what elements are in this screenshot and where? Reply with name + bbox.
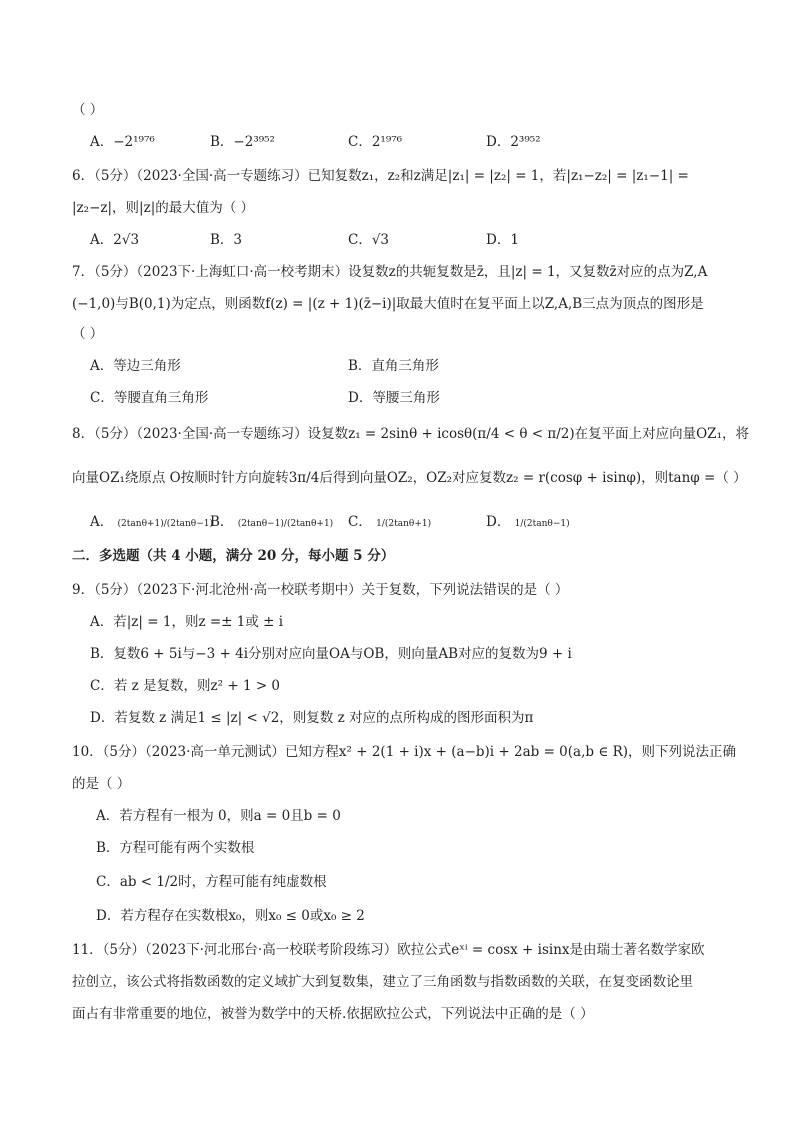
q9-option-b: B．复数6 + 5i与−3 + 4i分别对应向量OA与OB，则向量AB对应的复数为9 + i (90, 646, 572, 662)
q10-stem-line2: 的是（ ） (72, 776, 131, 792)
q6-option-c: C．√3 (348, 232, 390, 248)
q7-stem-line1: 7．（5分）（2023下·上海虹口·高一校考期末）设复数z的共轭复数是z̄，且|z| = 1，又复数z̄对应的点为Z,A (72, 264, 708, 280)
q8-option-a: A． (2tanθ+1)/(2tanθ−1) (90, 514, 214, 530)
q8-stem-line2: 向量OZ₁绕原点 O按顺时针方向旋转3π/4后得到向量OZ₂，OZ₂对应复数z₂ = r(cosφ + isinφ)，则tanφ =（ ） (72, 470, 747, 486)
q5-option-d: D．2³⁹⁵² (486, 134, 541, 150)
q7-option-c: C．等腰直角三角形 (90, 390, 209, 406)
q5-option-c: C．2¹⁹⁷⁶ (348, 134, 403, 150)
q10-option-b: B．方程可能有两个实数根 (96, 840, 255, 856)
q9-option-c: C．若 z 是复数，则z² + 1 > 0 (90, 678, 281, 694)
q11-stem-line1: 11．（5分）（2023下·河北邢台·高一校联考阶段练习）欧拉公式eˣⁱ = cosx + isinx是由瑞士著名数学家欧 (72, 942, 705, 958)
q11-stem-line3: 面占有非常重要的地位，被誉为数学中的天桥.依据欧拉公式，下列说法中正确的是（ ） (72, 1006, 594, 1022)
q8-option-b: B． (2tanθ−1)/(2tanθ+1) (210, 514, 334, 530)
q7-option-a: A．等边三角形 (90, 358, 181, 374)
q8-option-c: C． 1/(2tanθ+1) (348, 514, 432, 530)
q9-option-d: D．若复数 z 满足1 ≤ |z| < √2，则复数 z 对应的点所构成的图形面积为π (90, 710, 534, 726)
q6-option-b: B．3 (210, 232, 243, 248)
q9-option-a: A．若|z| = 1，则z =± 1或 ± i (90, 614, 284, 630)
q8-option-d: D． 1/(2tanθ−1) (486, 514, 570, 530)
q10-option-a: A．若方程有一根为 0，则a = 0且b = 0 (96, 808, 341, 824)
q6-stem-line2: |z₂−z|，则|z|的最大值为（ ） (72, 200, 255, 216)
q10-option-c: C．ab < 1/2时，方程可能有纯虚数根 (96, 874, 327, 890)
q6-option-a: A．2√3 (90, 232, 140, 248)
q7-stem-line2: (−1,0)与B(0,1)为定点，则函数f(z) = |(z + 1)(z̄−i)|取最大值时在复平面上以Z,A,B三点为顶点的图形是 (72, 296, 704, 312)
q10-stem-line1: 10．（5分）（2023·高一单元测试）已知方程x² + 2(1 + i)x + (a−b)i + 2ab = 0(a,b ∈ R)，则下列说法正确 (72, 744, 737, 760)
answer-paren: （ ） (72, 102, 104, 118)
q8-stem-line1: 8．（5分）（2023·全国·高一专题练习）设复数z₁ = 2sinθ + icosθ(π/4 < θ < π/2)在复平面上对应向量OZ₁，将 (72, 426, 749, 442)
q6-option-d: D．1 (486, 232, 519, 248)
q7-option-b: B．直角三角形 (348, 358, 439, 374)
answer-paren: （ ） (72, 326, 104, 342)
q9-stem: 9．（5分）（2023下·河北沧州·高一校联考期中）关于复数，下列说法错误的是（ ） (72, 582, 569, 598)
q5-option-b: B．−2³⁹⁵² (210, 134, 275, 150)
section-heading: 二．多选题（共 4 小题，满分 20 分，每小题 5 分） (72, 548, 395, 564)
q5-option-a: A．−2¹⁹⁷⁶ (90, 134, 155, 150)
q6-stem-line1: 6．（5分）（2023·全国·高一专题练习）已知复数z₁，z₂和z满足|z₁| = |z₂| = 1，若|z₁−z₂| = |z₁−1| = (72, 168, 689, 184)
q11-stem-line2: 拉创立，该公式将指数函数的定义域扩大到复数集，建立了三角函数与指数函数的关联，在复变函数论里 (72, 974, 693, 990)
q7-option-d: D．等腰三角形 (348, 390, 440, 406)
q10-option-d: D．若方程存在实数根x₀，则x₀ ≤ 0或x₀ ≥ 2 (96, 908, 365, 924)
